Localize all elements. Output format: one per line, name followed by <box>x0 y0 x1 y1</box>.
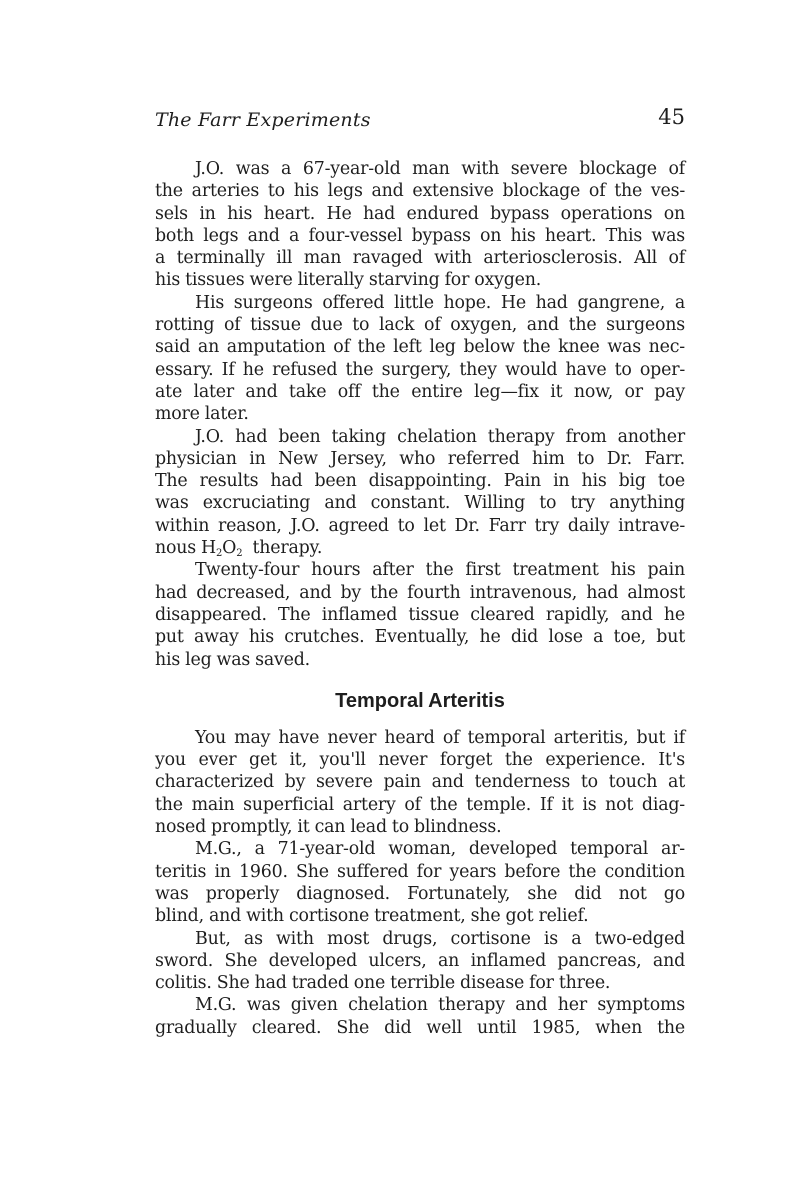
text-fragment: nous H <box>155 538 216 559</box>
text-line: the arteries to his legs and extensive blockage of the ves- <box>155 181 685 202</box>
paragraph-recovery <box>155 559 685 670</box>
text-line: The results had been disappointing. Pain in his big toe <box>155 471 685 492</box>
text-line: ate later and take off the entire leg—fix it now, or pay <box>155 381 685 402</box>
text-line: was excruciating and constant. Willing to try anything <box>155 493 685 514</box>
text-line: You may have never heard of temporal arteritis, but if <box>195 727 685 748</box>
text-line: more later. <box>155 404 249 425</box>
paragraph-temporal-intro <box>155 727 685 838</box>
text-line: said an amputation of the left leg below the knee was nec- <box>155 337 685 358</box>
page-number: 45 <box>658 105 685 129</box>
paragraph-cortisone <box>155 928 685 995</box>
paragraph-mg-case <box>155 838 685 927</box>
section-heading: Temporal Arteritis <box>335 689 505 712</box>
subscript: 2 <box>216 548 223 560</box>
text-line: a terminally ill man ravaged with arteriosclerosis. All of <box>155 248 685 269</box>
paragraph-chelation <box>155 426 685 560</box>
text-line: was properly diagnosed. Fortunately, she did not go <box>155 883 685 904</box>
text-line: his tissues were literally starving for oxygen. <box>155 270 542 291</box>
text-line: sels in his heart. He had endured bypass operations on <box>155 203 685 224</box>
text-line: teritis in 1960. She suffered for years before the condition <box>155 861 685 882</box>
text-line: J.O. was a 67-year-old man with severe blockage of <box>195 159 685 179</box>
text-line: the main superficial artery of the temple. If it is not diag- <box>155 794 685 815</box>
paragraph-jo-condition <box>155 158 685 292</box>
text-line: sword. She developed ulcers, an inflamed pancreas, and <box>155 950 685 971</box>
text-line: physician in New Jersey, who referred him to Dr. Farr. <box>155 448 685 469</box>
text-fragment: therapy. <box>242 538 323 559</box>
text-fragment: O <box>222 538 237 559</box>
text-line: M.G. was given chelation therapy and her symptoms <box>195 995 685 1016</box>
text-line: But, as with most drugs, cortisone is a two-edged <box>195 928 685 949</box>
text-line: characterized by severe pain and tenderness to touch at <box>155 772 685 793</box>
text-line: within reason, J.O. agreed to let Dr. Farr try daily intrave- <box>155 515 685 536</box>
text-line: his leg was saved. <box>155 649 311 670</box>
text-line: His surgeons offered little hope. He had gangrene, a <box>195 292 685 313</box>
text-line: rotting of tissue due to lack of oxygen, and the surgeons <box>155 315 685 336</box>
text-line <box>155 537 685 559</box>
text-line: gradually cleared. She did well until 1985, when the <box>155 1017 685 1038</box>
paragraph-mg-chelation <box>155 994 685 1039</box>
subscript: 2 <box>236 548 243 560</box>
text-line: Twenty-four hours after the first treatment his pain <box>195 560 685 581</box>
running-header <box>155 105 685 137</box>
text-line: M.G., a 71-year-old woman, developed temporal ar- <box>195 839 685 860</box>
paragraph-surgeons <box>155 292 685 426</box>
text-line: you ever get it, you'll never forget the experience. It's <box>155 750 685 771</box>
text-line: disappeared. The inflamed tissue cleared rapidly, and he <box>155 604 685 625</box>
text-line: essary. If he refused the surgery, they would have to oper- <box>155 359 685 380</box>
text-line: both legs and a four-vessel bypass on his heart. This was <box>155 225 685 246</box>
text-line: nosed promptly, it can lead to blindness. <box>155 817 502 838</box>
text-line: put away his crutches. Eventually, he did lose a toe, but <box>155 627 685 648</box>
text-line: had decreased, and by the fourth intravenous, had almost <box>155 582 685 603</box>
text-line: colitis. She had traded one terrible disease for three. <box>155 973 611 994</box>
text-line: blind, and with cortisone treatment, she got relief. <box>155 906 589 927</box>
text-line: J.O. had been taking chelation therapy from another <box>195 426 685 447</box>
running-title: The Farr Experiments <box>155 109 371 131</box>
page-body <box>155 158 685 1039</box>
